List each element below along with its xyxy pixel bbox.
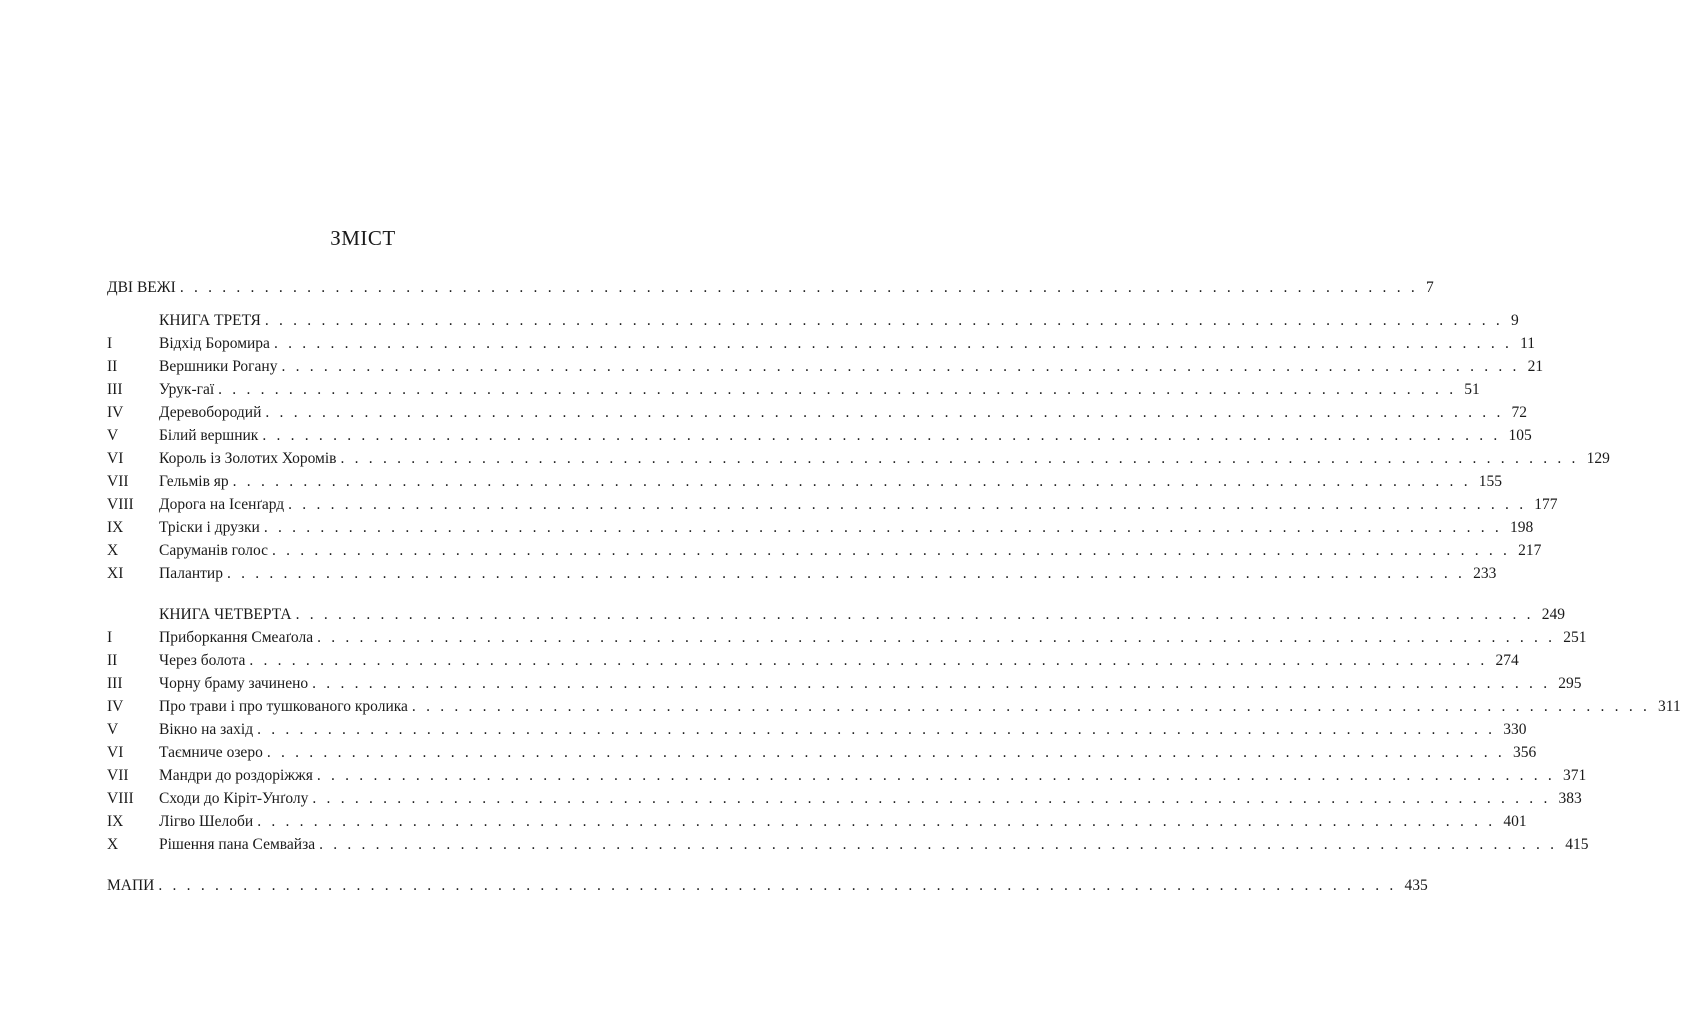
entry-label: Приборкання Смеаґола [159,629,314,646]
page-number: 129 [1586,450,1610,467]
toc-entry[interactable] [107,672,1582,695]
toc-entry-book-three[interactable] [107,309,1519,332]
toc-entry[interactable] [107,332,1535,355]
page-number: 51 [1464,381,1480,398]
dot-leader: . . . . . . . . . . . . . . . . . . . . . . . . . . . . . . . . . . . . . . . . . . . . . . . . . . . . . . . . . . . . . . . . . . . . . . . . . . . . . . . . . . . . . . . . [257,813,1496,830]
chapter-number: I [107,335,113,352]
page-number: 311 [1658,698,1681,715]
dot-leader: . . . . . . . . . . . . . . . . . . . . . . . . . . . . . . . . . . . . . . . . . . . . . . . . . . . . . . . . . . . . . . . . . . . . . . . . . . . . . . . . . . . . . . . . [265,404,1504,421]
entry-label: Відхід Боромира [159,335,270,352]
entry-label: Лігво Шелоби [159,813,254,830]
entry-label: Чорну браму зачинено [159,675,309,692]
toc-entry[interactable] [107,718,1527,741]
page-number: 274 [1495,652,1519,669]
dot-leader: . . . . . . . . . . . . . . . . . . . . . . . . . . . . . . . . . . . . . . . . . . . . . . . . . . . . . . . . . . . . . . . . . . . . . . . . . . . . . . . . . . . . . . . . [316,767,1555,784]
toc-entry[interactable] [107,764,1587,787]
dot-leader: . . . . . . . . . . . . . . . . . . . . . . . . . . . . . . . . . . . . . . . . . . . . . . . . . . . . . . . . . . . . . . . . . . . . . . . . . . . . . . . . . . . . . . . . [266,744,1505,761]
toc-entry-maps[interactable] [107,874,1428,897]
page-number: 401 [1503,813,1527,830]
page-number: 9 [1510,312,1519,329]
dot-leader: . . . . . . . . . . . . . . . . . . . . . . . . . . . . . . . . . . . . . . . . . . . . . . . . . . . . . . . . . . . . . . . . . . . . . . . . . . . . . . . . . . . . . . . . [257,721,1496,738]
page-number: 21 [1527,358,1544,375]
entry-label: Сходи до Кіріт-Унґолу [159,790,309,807]
toc-entry[interactable] [107,424,1532,447]
chapter-number: II [107,358,118,375]
toc-entry[interactable] [107,470,1503,493]
page-number: 251 [1563,629,1587,646]
chapter-number: VIII [107,496,134,513]
chapter-number: IV [107,404,124,421]
page-number: 383 [1558,790,1582,807]
page-number: 233 [1473,565,1497,582]
page-number: 371 [1562,767,1587,784]
page-number: 330 [1503,721,1527,738]
toc-entry[interactable] [107,539,1542,562]
dot-leader: . . . . . . . . . . . . . . . . . . . . . . . . . . . . . . . . . . . . . . . . . . . . . . . . . . . . . . . . . . . . . . . . . . . . . . . . . . . . . . . . . . . . . . . . [281,358,1520,375]
toc-entry[interactable] [107,787,1582,810]
toc-entry[interactable] [107,401,1528,424]
page-number: 72 [1511,404,1528,421]
page-title: ЗМІСТ [330,226,396,250]
dot-leader: . . . . . . . . . . . . . . . . . . . . . . . . . . . . . . . . . . . . . . . . . . . . . . . . . . . . . . . . . . . . . . . . . . . . . . . . . . . . . . . . . . . . . . . . [232,473,1471,490]
entry-label: Урук-гаї [159,381,215,398]
chapter-number: III [107,381,123,398]
page-number: 217 [1518,542,1542,559]
page-number: 249 [1541,606,1565,623]
dot-leader: . . . . . . . . . . . . . . . . . . . . . . . . . . . . . . . . . . . . . . . . . . . . . . . . . . . . . . . . . . . . . . . . . . . . . . . . . . . . . . . . . . . . . . . . [319,836,1558,853]
chapter-number: X [107,836,119,853]
page-number: 415 [1565,836,1589,853]
entry-label: Тріски і друзки [159,519,260,536]
entry-label: Білий вершник [159,427,259,444]
chapter-number: VI [107,450,124,467]
entry-label: КНИГА ТРЕТЯ [159,312,261,329]
toc-entry[interactable] [107,833,1589,856]
page-number: 155 [1478,473,1503,490]
toc-entry-book-four[interactable] [107,603,1565,626]
toc-entry[interactable] [107,626,1587,649]
toc-entry[interactable] [107,810,1527,833]
chapter-number: V [107,427,119,444]
chapter-number: IX [107,813,124,830]
toc-entry[interactable] [107,695,1681,718]
dot-leader: . . . . . . . . . . . . . . . . . . . . . . . . . . . . . . . . . . . . . . . . . . . . . . . . . . . . . . . . . . . . . . . . . . . . . . . . . . . . . . . . . . . . . . . . [288,496,1527,513]
toc-entry[interactable] [107,741,1537,764]
page-number: 198 [1509,519,1534,536]
toc-entry[interactable] [107,649,1519,672]
toc-entry[interactable] [107,493,1558,516]
chapter-number: II [107,652,118,669]
entry-label: Мандри до роздоріжжя [159,767,313,784]
page-number: 177 [1534,496,1558,513]
entry-label: Рішення пана Семвайза [159,836,316,853]
dot-leader: . . . . . . . . . . . . . . . . . . . . . . . . . . . . . . . . . . . . . . . . . . . . . . . . . . . . . . . . . . . . . . . . . . . . . . . . . . . . . . . . . . . . . . . . [179,279,1418,296]
chapter-number: VIII [107,790,134,807]
chapter-number: I [107,629,113,646]
entry-label: Через болота [159,652,246,669]
entry-label: Палантир [159,565,223,582]
chapter-number: VII [107,767,129,784]
table-of-contents [107,276,1681,897]
toc-entry-two-towers[interactable] [107,276,1434,299]
entry-label: Саруманів голос [159,542,268,559]
page-number: 105 [1508,427,1532,444]
dot-leader: . . . . . . . . . . . . . . . . . . . . . . . . . . . . . . . . . . . . . . . . . . . . . . . . . . . . . . . . . . . . . . . . . . . . . . . . . . . . . . . . . . . . . . . . [340,450,1579,467]
dot-leader: . . . . . . . . . . . . . . . . . . . . . . . . . . . . . . . . . . . . . . . . . . . . . . . . . . . . . . . . . . . . . . . . . . . . . . . . . . . . . . . . . . . . . . . . [271,542,1511,559]
chapter-number: IX [107,519,124,536]
chapter-number: XI [107,565,124,582]
chapter-number: X [107,542,119,559]
dot-leader: . . . . . . . . . . . . . . . . . . . . . . . . . . . . . . . . . . . . . . . . . . . . . . . . . . . . . . . . . . . . . . . . . . . . . . . . . . . . . . . . . . . . . . . . [263,519,1502,536]
dot-leader: . . . . . . . . . . . . . . . . . . . . . . . . . . . . . . . . . . . . . . . . . . . . . . . . . . . . . . . . . . . . . . . . . . . . . . . . . . . . . . . . . . . . . . . . [264,312,1503,329]
dot-leader: . . . . . . . . . . . . . . . . . . . . . . . . . . . . . . . . . . . . . . . . . . . . . . . . . . . . . . . . . . . . . . . . . . . . . . . . . . . . . . . . . . . . . . . . [249,652,1488,669]
chapter-number: III [107,675,123,692]
dot-leader: . . . . . . . . . . . . . . . . . . . . . . . . . . . . . . . . . . . . . . . . . . . . . . . . . . . . . . . . . . . . . . . . . . . . . . . . . . . . . . . . . . . . . . . . [273,335,1513,352]
entry-label: КНИГА ЧЕТВЕРТА [159,606,292,623]
chapter-number: VII [107,473,129,490]
page-number: 7 [1425,279,1434,296]
page-number: 11 [1520,335,1535,352]
toc-entry[interactable] [107,516,1534,539]
dot-leader: . . . . . . . . . . . . . . . . . . . . . . . . . . . . . . . . . . . . . . . . . . . . . . . . . . . . . . . . . . . . . . . . . . . . . . . . . . . . . . . . . . . . . . . . [312,675,1551,692]
entry-label: Таємниче озеро [159,744,263,761]
dot-leader: . . . . . . . . . . . . . . . . . . . . . . . . . . . . . . . . . . . . . . . . . . . . . . . . . . . . . . . . . . . . . . . . . . . . . . . . . . . . . . . . . . . . . . . . [411,698,1651,715]
page-number: 356 [1512,744,1537,761]
toc-entry[interactable] [107,378,1480,401]
entry-label: Вікно на захід [159,721,254,738]
chapter-number: VI [107,744,124,761]
dot-leader: . . . . . . . . . . . . . . . . . . . . . . . . . . . . . . . . . . . . . . . . . . . . . . . . . . . . . . . . . . . . . . . . . . . . . . . . . . . . . . . . . . . . . . . . [312,790,1551,807]
dot-leader: . . . . . . . . . . . . . . . . . . . . . . . . . . . . . . . . . . . . . . . . . . . . . . . . . . . . . . . . . . . . . . . . . . . . . . . . . . . . . . . . . . . . . . . . [226,565,1466,582]
entry-label: ДВІ ВЕЖІ [107,279,176,296]
chapter-number: IV [107,698,124,715]
dot-leader: . . . . . . . . . . . . . . . . . . . . . . . . . . . . . . . . . . . . . . . . . . . . . . . . . . . . . . . . . . . . . . . . . . . . . . . . . . . . . . . . . . . . . . . . [218,381,1457,398]
entry-label: Про трави і про тушкованого кролика [159,698,408,715]
entry-label: МАПИ [107,877,155,894]
entry-label: Вершники Рогану [159,358,278,375]
entry-label: Гельмів яр [159,473,229,490]
dot-leader: . . . . . . . . . . . . . . . . . . . . . . . . . . . . . . . . . . . . . . . . . . . . . . . . . . . . . . . . . . . . . . . . . . . . . . . . . . . . . . . . . . . . . . . . [158,877,1397,894]
toc-entry[interactable] [107,447,1610,470]
entry-label: Деревобородий [159,404,262,421]
page-number: 295 [1558,675,1582,692]
dot-leader: . . . . . . . . . . . . . . . . . . . . . . . . . . . . . . . . . . . . . . . . . . . . . . . . . . . . . . . . . . . . . . . . . . . . . . . . . . . . . . . . . . . . . . . . [295,606,1534,623]
entry-label: Король із Золотих Хоромів [159,450,337,467]
dot-leader: . . . . . . . . . . . . . . . . . . . . . . . . . . . . . . . . . . . . . . . . . . . . . . . . . . . . . . . . . . . . . . . . . . . . . . . . . . . . . . . . . . . . . . . . [262,427,1501,444]
dot-leader: . . . . . . . . . . . . . . . . . . . . . . . . . . . . . . . . . . . . . . . . . . . . . . . . . . . . . . . . . . . . . . . . . . . . . . . . . . . . . . . . . . . . . . . . [317,629,1556,646]
toc-entry[interactable] [107,562,1497,585]
toc-entry[interactable] [107,355,1544,378]
chapter-number: V [107,721,119,738]
entry-label: Дорога на Ісенґард [159,496,285,513]
page-number: 435 [1404,877,1428,894]
